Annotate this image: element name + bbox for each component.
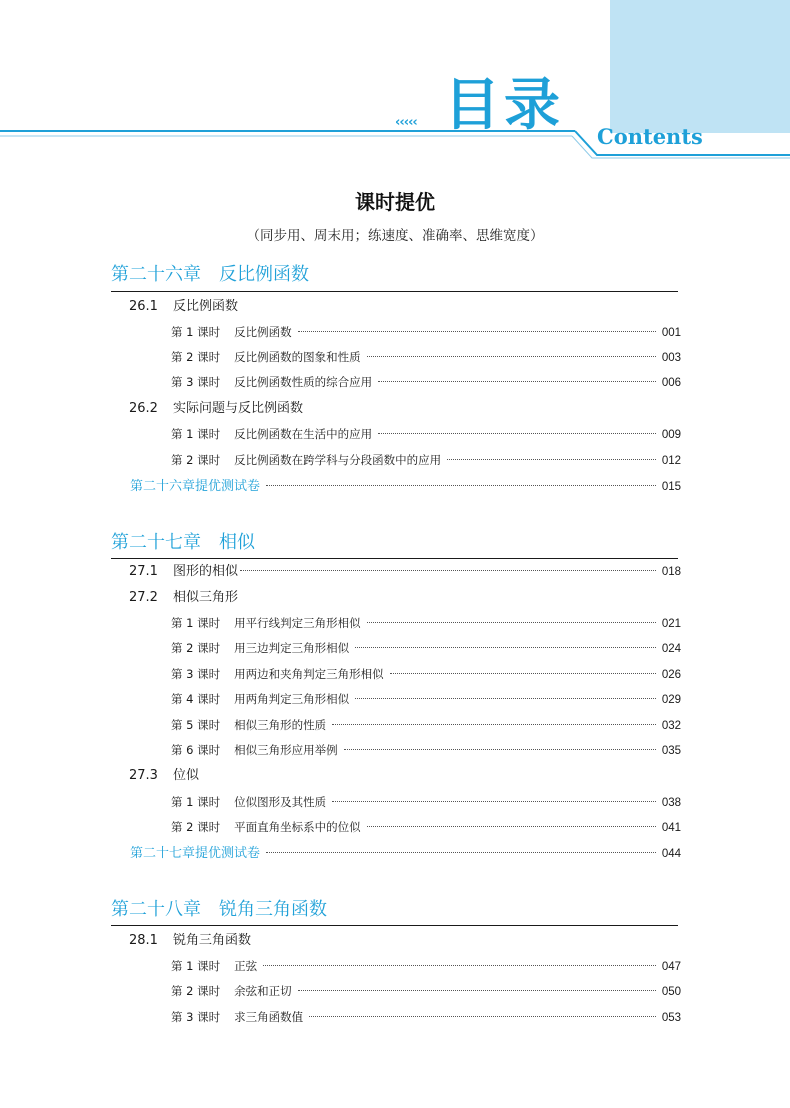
lesson-title: 反比例函数在跨学科与分段函数中的应用: [234, 453, 442, 467]
lesson-title: 反比例函数: [234, 325, 292, 339]
page-number: 041: [661, 822, 681, 834]
section-heading[interactable]: [129, 589, 238, 607]
dot-leader: [344, 749, 656, 750]
dot-leader: [447, 459, 656, 460]
chapter-title: 锐角三角函数: [219, 899, 327, 920]
chapter-heading[interactable]: [111, 531, 255, 555]
lesson-title: 用三边判定三角形相似: [234, 641, 350, 655]
section-number: 27.1: [129, 564, 158, 579]
page-number: 018: [661, 566, 681, 578]
chapter-rule: [111, 925, 678, 926]
lesson-title: 平面直角坐标系中的位似: [234, 820, 361, 834]
dot-leader: [298, 331, 656, 332]
section-entry[interactable]: [129, 563, 681, 581]
dot-leader: [367, 622, 656, 623]
lesson-entry[interactable]: [171, 665, 681, 684]
section-number: 26.2: [129, 401, 158, 416]
lesson-title: 反比例函数性质的综合应用: [234, 375, 373, 389]
page-number: 012: [661, 455, 681, 467]
lesson-label: 第 1 课时: [171, 325, 221, 339]
section-number: 28.1: [129, 933, 158, 948]
lesson-title: 相似三角形的性质: [234, 718, 327, 732]
lesson-title: 相似三角形应用举例: [234, 743, 338, 757]
section-title: 锐角三角函数: [173, 933, 252, 948]
section-heading[interactable]: [129, 298, 238, 316]
test-title: 第二十七章提优测试卷: [130, 846, 261, 861]
dot-leader: [378, 433, 656, 434]
dot-leader: [367, 826, 656, 827]
dot-leader: [263, 965, 656, 966]
lesson-label: 第 2 课时: [171, 641, 221, 655]
section-title: 相似三角形: [173, 590, 239, 605]
lesson-entry[interactable]: [171, 716, 681, 735]
lesson-entry[interactable]: [171, 982, 681, 1001]
section-heading[interactable]: [129, 767, 199, 785]
chapter-number: 第二十六章: [111, 264, 201, 285]
page-number: 021: [661, 618, 681, 630]
chapter-rule: [111, 558, 678, 559]
dot-leader: [390, 673, 656, 674]
page-number: 038: [661, 797, 681, 809]
dot-leader: [355, 647, 656, 648]
contents-label: Contents: [597, 124, 703, 149]
dot-leader: [332, 724, 656, 725]
page-number: 026: [661, 669, 681, 681]
header-chevrons: ‹‹‹‹‹: [395, 115, 417, 130]
page-number: 029: [661, 694, 681, 706]
lesson-label: 第 1 课时: [171, 959, 221, 973]
lesson-entry[interactable]: [171, 690, 681, 709]
lesson-label: 第 5 课时: [171, 718, 221, 732]
lesson-title: 用两边和夹角判定三角形相似: [234, 667, 384, 681]
lesson-label: 第 3 课时: [171, 375, 221, 389]
page-number: 044: [661, 848, 681, 860]
section-title: 图形的相似: [173, 564, 239, 579]
dot-leader: [266, 852, 656, 853]
page-number: 009: [661, 429, 681, 441]
lesson-title: 求三角函数值: [234, 1010, 304, 1024]
page-number: 050: [661, 986, 681, 998]
dot-leader: [309, 1016, 656, 1017]
chapter-rule: [111, 291, 678, 292]
page-number: 015: [661, 481, 681, 493]
dot-leader: [355, 698, 656, 699]
chapter-test-entry[interactable]: [130, 478, 681, 496]
section-title: 位似: [173, 768, 200, 783]
lesson-label: 第 2 课时: [171, 820, 221, 834]
lesson-entry[interactable]: [171, 1008, 681, 1027]
chapter-number: 第二十七章: [111, 532, 201, 553]
lesson-title: 用两角判定三角形相似: [234, 692, 350, 706]
lesson-label: 第 2 课时: [171, 984, 221, 998]
lesson-label: 第 1 课时: [171, 427, 221, 441]
chapter-title: 相似: [219, 532, 255, 553]
dot-leader: [367, 356, 656, 357]
lesson-entry[interactable]: [171, 957, 681, 976]
section-number: 27.2: [129, 590, 158, 605]
lesson-label: 第 2 课时: [171, 453, 221, 467]
dot-leader: [266, 485, 656, 486]
page-number: 006: [661, 377, 681, 389]
lesson-title: 反比例函数的图象和性质: [234, 350, 361, 364]
lesson-title: 用平行线判定三角形相似: [234, 616, 361, 630]
lesson-entry[interactable]: [171, 323, 681, 342]
dot-leader: [298, 990, 656, 991]
section-number: 27.3: [129, 768, 158, 783]
page-number: 053: [661, 1012, 681, 1024]
lesson-entry[interactable]: [171, 614, 681, 633]
chapter-test-entry[interactable]: [130, 845, 681, 863]
test-title: 第二十六章提优测试卷: [130, 479, 261, 494]
dot-leader: [332, 801, 656, 802]
chapter-number: 第二十八章: [111, 899, 201, 920]
book-subtitle: （同步用、周末用；练速度、准确率、思维宽度）: [246, 228, 544, 244]
section-title: 实际问题与反比例函数: [173, 401, 304, 416]
page-number: 003: [661, 352, 681, 364]
lesson-title: 余弦和正切: [234, 984, 292, 998]
lesson-label: 第 2 课时: [171, 350, 221, 364]
chapter-heading[interactable]: [111, 263, 309, 287]
page-number: 035: [661, 745, 681, 757]
chapter-heading[interactable]: [111, 898, 327, 922]
page-number: 001: [661, 327, 681, 339]
section-number: 26.1: [129, 299, 158, 314]
lesson-entry[interactable]: [171, 793, 681, 812]
lesson-title: 反比例函数在生活中的应用: [234, 427, 373, 441]
page-number: 024: [661, 643, 681, 655]
toc-title: 目录: [444, 73, 564, 138]
lesson-label: 第 3 课时: [171, 667, 221, 681]
lesson-label: 第 4 课时: [171, 692, 221, 706]
dot-leader: [240, 570, 656, 571]
lesson-entry[interactable]: [171, 348, 681, 367]
lesson-entry[interactable]: [171, 425, 681, 444]
dot-leader: [378, 381, 656, 382]
lesson-entry[interactable]: [171, 373, 681, 392]
page-number: 032: [661, 720, 681, 732]
book-title: 课时提优: [355, 190, 435, 214]
page-number: 047: [661, 961, 681, 973]
lesson-entry[interactable]: [171, 818, 681, 837]
section-title: 反比例函数: [173, 299, 239, 314]
lesson-label: 第 1 课时: [171, 795, 221, 809]
lesson-entry[interactable]: [171, 451, 681, 470]
lesson-label: 第 3 课时: [171, 1010, 221, 1024]
lesson-entry[interactable]: [171, 639, 681, 658]
lesson-label: 第 6 课时: [171, 743, 221, 757]
chapter-title: 反比例函数: [219, 264, 309, 285]
lesson-title: 正弦: [234, 959, 258, 973]
lesson-label: 第 1 课时: [171, 616, 221, 630]
lesson-title: 位似图形及其性质: [234, 795, 327, 809]
section-heading[interactable]: [129, 400, 303, 418]
section-heading[interactable]: [129, 932, 251, 950]
lesson-entry[interactable]: [171, 741, 681, 760]
